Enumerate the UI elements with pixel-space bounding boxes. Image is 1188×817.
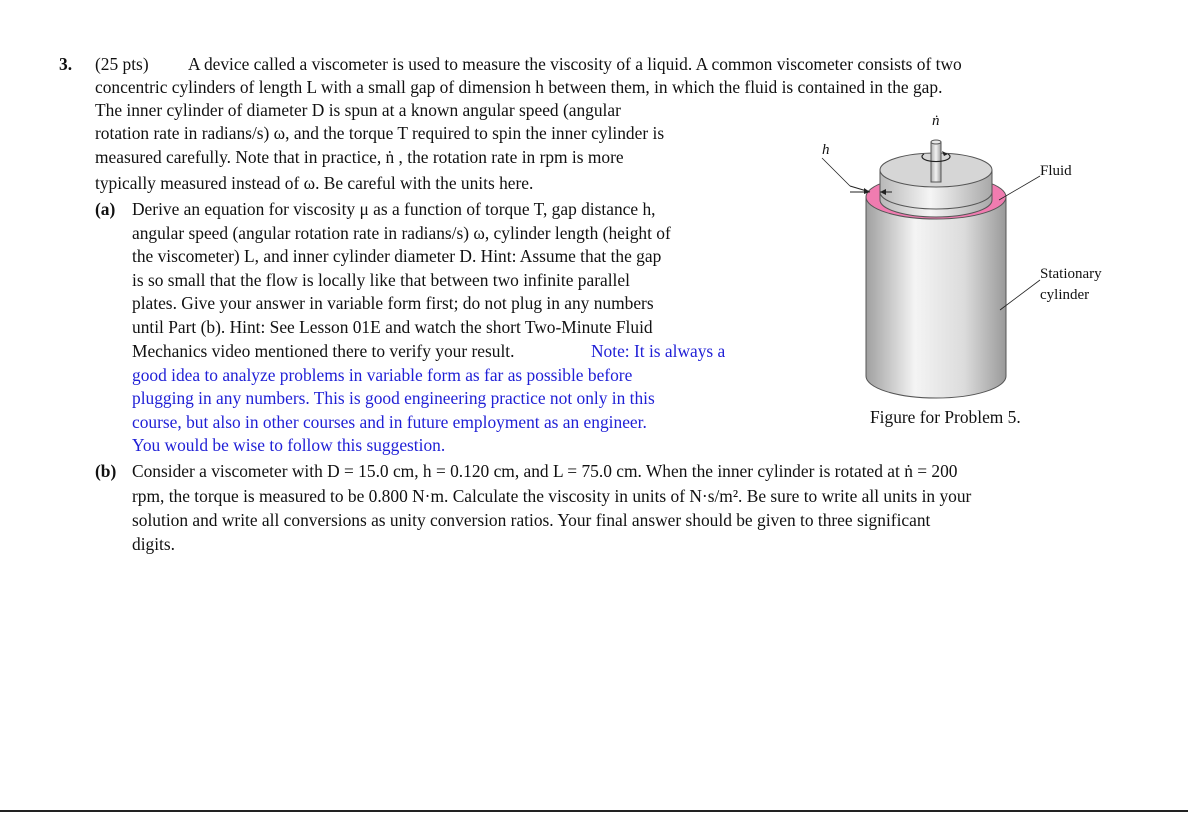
problem-points: (25 pts)	[95, 54, 149, 74]
part-b-label: (b)	[95, 461, 117, 481]
part-a-line-6: until Part (b). Hint: See Lesson 01E and watch the short Two-Minute Fluid	[132, 317, 653, 337]
intro-line-2: concentric cylinders of length L with a small gap of dimension h between them, in which the fluid is contained in the gap.	[95, 77, 943, 97]
part-a-note-4: course, but also in other courses and in future employment as an engineer.	[132, 412, 647, 432]
part-a-line-2: angular speed (angular rotation rate in radians/s) ω, cylinder length (height of	[132, 223, 671, 243]
label-h: h	[822, 142, 830, 158]
part-a-line-3: the viscometer) L, and inner cylinder diameter D. Hint: Assume that the gap	[132, 246, 662, 266]
intro-line-5: measured carefully. Note that in practice, ṅ , the rotation rate in rpm is more	[95, 147, 624, 167]
label-fluid: Fluid	[1040, 163, 1072, 179]
part-b-line-2: rpm, the torque is measured to be 0.800 N·m. Calculate the viscosity in units of N·s/m². Be sure to write all units in your	[132, 486, 972, 506]
part-b-line-1: Consider a viscometer with D = 15.0 cm, h = 0.120 cm, and L = 75.0 cm. When the inner cylinder is rotated at ṅ = 200	[132, 461, 958, 481]
bottom-divider	[0, 810, 1188, 812]
stationary-cylinder	[866, 197, 1006, 398]
part-a-line-1: Derive an equation for viscosity μ as a function of torque T, gap distance h,	[132, 199, 656, 219]
part-b-line-4: digits.	[132, 534, 176, 554]
part-a-line-4: is so small that the flow is locally like that between two infinite parallel	[132, 270, 630, 290]
label-cylinder: cylinder	[1040, 287, 1090, 303]
intro-line-1: A device called a viscometer is used to measure the viscosity of a liquid. A common viscometer consists of two	[188, 54, 962, 74]
viscometer-figure	[800, 100, 1130, 410]
part-a-label: (a)	[95, 199, 116, 219]
problem-number: 3.	[59, 54, 73, 74]
intro-line-4: rotation rate in radians/s) ω, and the torque T required to spin the inner cylinder is	[95, 123, 665, 143]
part-a-note-5: You would be wise to follow this suggestion.	[132, 435, 446, 455]
intro-line-3: The inner cylinder of diameter D is spun at a known angular speed (angular	[95, 100, 621, 120]
part-a-line-7: Mechanics video mentioned there to verify your result.	[132, 341, 515, 361]
label-ndot: ṅ	[932, 113, 940, 129]
figure-caption: Figure for Problem 5.	[870, 407, 1021, 427]
part-a-note-2: good idea to analyze problems in variable form as far as possible before	[132, 365, 633, 385]
part-a-note-1: Note: It is always a	[591, 341, 726, 361]
label-stationary: Stationary	[1040, 266, 1102, 282]
part-a-line-5: plates. Give your answer in variable form first; do not plug in any numbers	[132, 293, 654, 313]
intro-line-6: typically measured instead of ω. Be careful with the units here.	[95, 173, 534, 193]
part-b-line-3: solution and write all conversions as unity conversion ratios. Your final answer should be given to three significant	[132, 510, 931, 530]
part-a-note-3: plugging in any numbers. This is good engineering practice not only in this	[132, 388, 655, 408]
